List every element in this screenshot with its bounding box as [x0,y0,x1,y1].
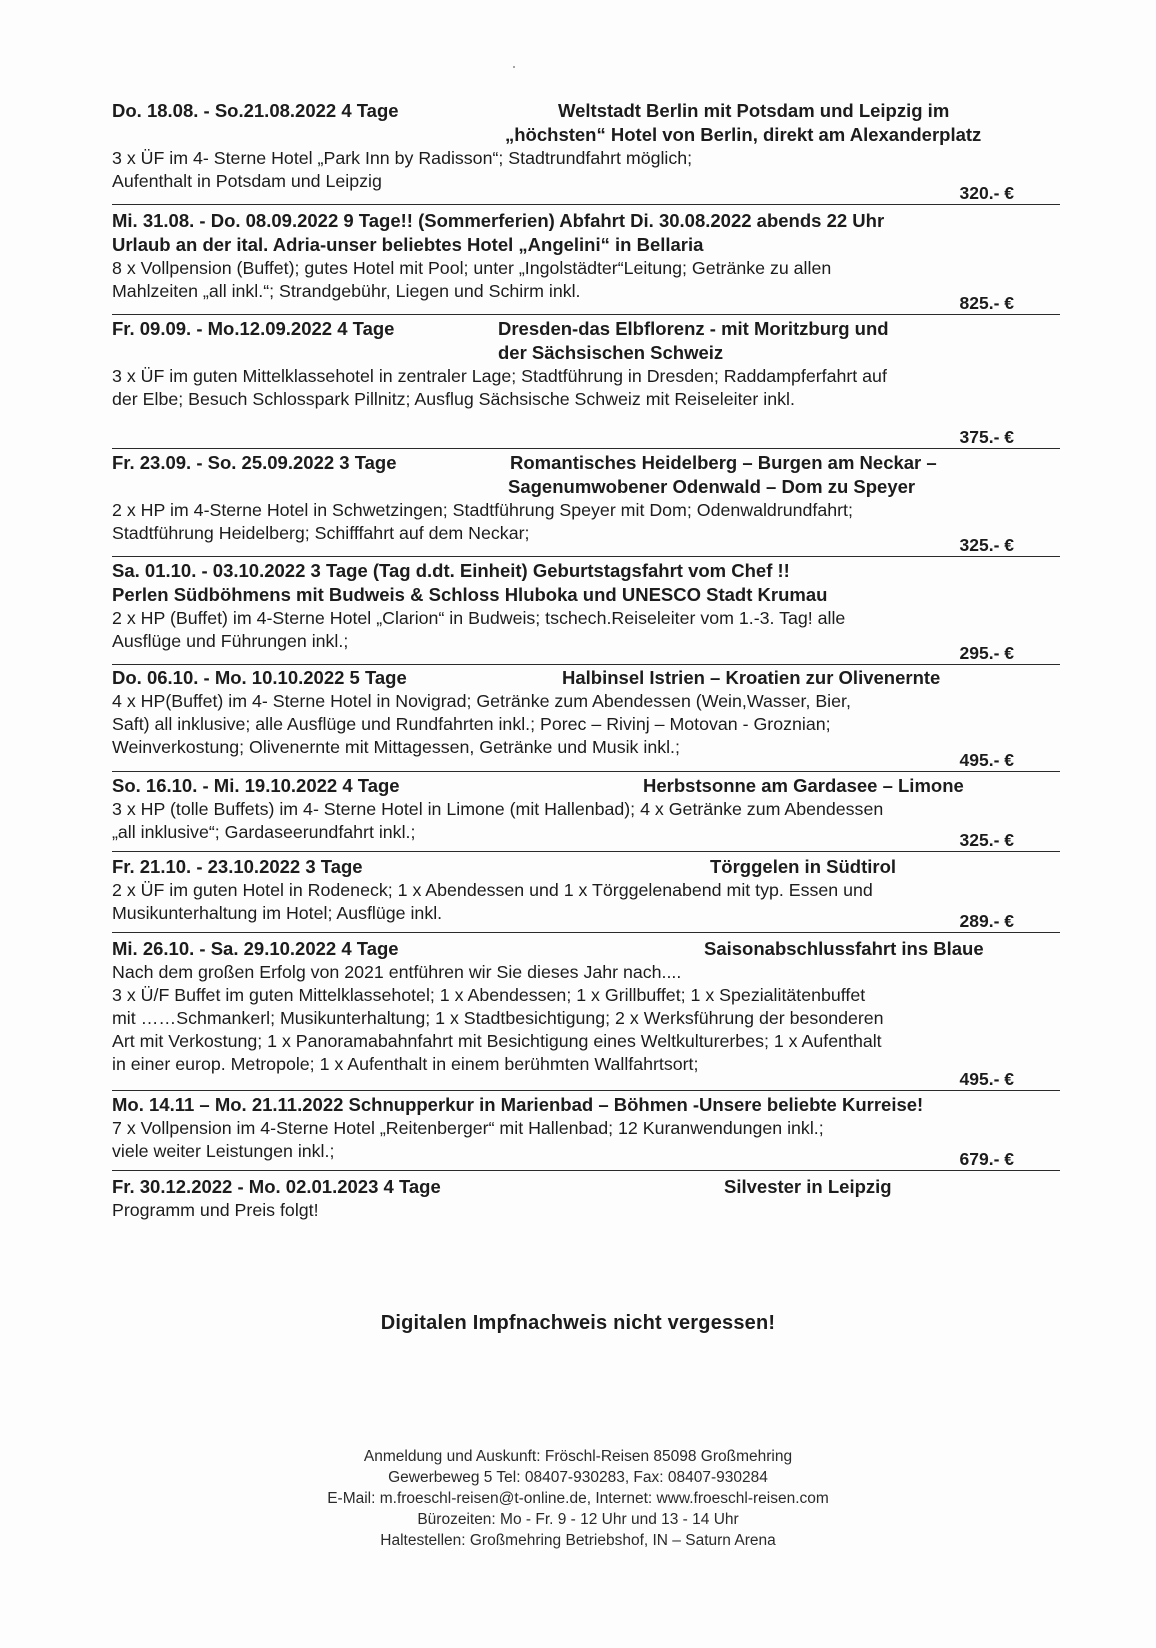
trip-title: Silvester in Leipzig [724,1176,892,1197]
trip-blaue [112,938,1060,1091]
trip-berlin [112,100,1060,205]
trip-description: der Elbe; Besuch Schlosspark Pillnitz; Ausflug Sächsische Schweiz mit Reiseleiter inkl. [112,389,795,409]
trip-description: „all inklusive“; Gardaseerundfahrt inkl.; [112,822,416,842]
trip-price: 375.- € [959,427,1014,447]
trip-date: Fr. 30.12.2022 - Mo. 02.01.2023 4 Tage [112,1176,441,1197]
trip-description: 4 x HP(Buffet) im 4- Sterne Hotel in Novigrad; Getränke zum Abendessen (Wein,Wasser, Bier, [112,691,851,711]
trip-description: 3 x Ü/F Buffet im guten Mittelklassehotel; 1 x Abendessen; 1 x Grillbuffet; 1 x Spezialitätenbuffet [112,985,866,1005]
trip-description: in einer europ. Metropole; 1 x Aufenthalt in einem berühmten Wallfahrtsort; [112,1054,699,1074]
trip-description: Nach dem großen Erfolg von 2021 entführen wir Sie dieses Jahr nach.... [112,962,682,982]
trip-description: Mahlzeiten „all inkl.“; Strandgebühr, Liegen und Schirm inkl. [112,281,581,301]
trip-dresden [112,318,1060,449]
trip-description: mit ……Schmankerl; Musikunterhaltung; 1 x Stadtbesichtigung; 2 x Werksführung der besonderen [112,1008,884,1028]
trip-description: 2 x HP im 4-Sterne Hotel in Schwetzingen; Stadtführung Speyer mit Dom; Odenwaldrundfahrt; [112,500,853,520]
trip-price: 495.- € [959,750,1014,770]
trip-date: Fr. 21.10. - 23.10.2022 3 Tage [112,856,363,877]
trip-gardasee [112,775,1060,852]
trip-description: Art mit Verkostung; 1 x Panoramabahnfahrt mit Besichtigung eines Weltkulturerbes; 1 x Aufenthalt [112,1031,882,1051]
trip-description: 8 x Vollpension (Buffet); gutes Hotel mit Pool; unter „Ingolstädter“Leitung; Getränke zu allen [112,258,832,278]
trip-price: 495.- € [959,1069,1014,1089]
trip-istrien [112,667,1060,772]
trip-description: 3 x HP (tolle Buffets) im 4- Sterne Hotel in Limone (mit Hallenbad); 4 x Getränke zum Abendessen [112,799,884,819]
trip-date: Mo. 14.11 – Mo. 21.11.2022 Schnupperkur in Marienbad – Böhmen -Unsere beliebte Kurreise! [112,1094,924,1115]
trip-description: 2 x ÜF im guten Hotel in Rodeneck; 1 x Abendessen und 1 x Törggelenabend mit typ. Essen und [112,880,873,900]
scan-speck [513,66,515,68]
trip-suedtirol [112,856,1060,933]
trip-date: Do. 18.08. - So.21.08.2022 4 Tage [112,100,399,121]
trip-description: Ausflüge und Führungen inkl.; [112,631,349,651]
trip-date: Sa. 01.10. - 03.10.2022 3 Tage (Tag d.dt. Einheit) Geburtstagsfahrt vom Chef !! [112,560,790,581]
trip-description: Stadtführung Heidelberg; Schifffahrt auf dem Neckar; [112,523,530,543]
trip-budweis [112,560,1060,665]
trip-description: 3 x ÜF im guten Mittelklassehotel in zentraler Lage; Stadtführung in Dresden; Raddampferfahrt auf [112,366,887,386]
footer-line-address: Gewerbeweg 5 Tel: 08407-930283, Fax: 08407-930284 [388,1469,768,1486]
trip-description: 7 x Vollpension im 4-Sterne Hotel „Reitenberger“ mit Hallenbad; 12 Kuranwendungen inkl.; [112,1118,824,1138]
footer-line-stops: Haltestellen: Großmehring Betriebshof, IN – Saturn Arena [380,1532,776,1549]
trip-description: Aufenthalt in Potsdam und Leipzig [112,171,382,191]
trip-title: Romantisches Heidelberg – Burgen am Neckar – [510,452,937,473]
trip-description: Programm und Preis folgt! [112,1200,319,1220]
trip-description: 2 x HP (Buffet) im 4-Sterne Hotel „Clarion“ in Budweis; tschech.Reiseleiter vom 1.-3. Tag! alle [112,608,846,628]
trip-heidelberg [112,452,1060,557]
footer-line-office-hours: Bürozeiten: Mo - Fr. 9 - 12 Uhr und 13 - 14 Uhr [417,1511,739,1528]
trip-title: Urlaub an der ital. Adria-unser beliebtes Hotel „Angelini“ in Bellaria [112,234,704,255]
trip-title: Dresden-das Elbflorenz - mit Moritzburg und [498,318,889,339]
trip-silvester [112,1176,1060,1228]
trip-title-line2: Sagenumwobener Odenwald – Dom zu Speyer [508,476,916,497]
footer-line-registration: Anmeldung und Auskunft: Fröschl-Reisen 85098 Großmehring [363,1448,793,1465]
trip-price: 325.- € [959,535,1014,555]
trip-price: 325.- € [959,830,1014,850]
trip-marienbad [112,1094,1060,1171]
trip-price: 320.- € [959,183,1014,203]
trip-title: Saisonabschlussfahrt ins Blaue [704,938,984,959]
trip-description: 3 x ÜF im 4- Sterne Hotel „Park Inn by Radisson“; Stadtrundfahrt möglich; [112,148,693,168]
trip-title-line2: der Sächsischen Schweiz [498,342,724,363]
vaccination-notice: Digitalen Impfnachweis nicht vergessen! [380,1312,776,1334]
trip-date: Mi. 26.10. - Sa. 29.10.2022 4 Tage [112,938,399,959]
trip-price: 679.- € [959,1149,1014,1169]
trip-title: Perlen Südböhmens mit Budweis & Schloss Hluboka und UNESCO Stadt Krumau [112,584,828,605]
trip-date: Fr. 09.09. - Mo.12.09.2022 4 Tage [112,318,395,339]
trip-price: 825.- € [959,293,1014,313]
trip-title: Weltstadt Berlin mit Potsdam und Leipzig im [558,100,950,121]
trip-description: Musikunterhaltung im Hotel; Ausflüge inkl. [112,903,443,923]
trip-price: 289.- € [959,911,1014,931]
contact-footer [0,1446,1156,1551]
trip-price: 295.- € [959,643,1014,663]
footer-line-email: E-Mail: m.froeschl-reisen@t-online.de, Internet: www.froeschl-reisen.com [327,1490,829,1507]
trip-date: Mi. 31.08. - Do. 08.09.2022 9 Tage!! (Sommerferien) Abfahrt Di. 30.08.2022 abends 22 Uhr [112,210,885,231]
trip-title: Herbstsonne am Gardasee – Limone [643,775,964,796]
trip-date: So. 16.10. - Mi. 19.10.2022 4 Tage [112,775,400,796]
trip-bellaria [112,210,1060,315]
trip-description: Saft) all inklusive; alle Ausflüge und Rundfahrten inkl.; Porec – Rivinj – Motovan - Groznian; [112,714,831,734]
trip-title: Halbinsel Istrien – Kroatien zur Olivenernte [562,667,941,688]
trip-date: Fr. 23.09. - So. 25.09.2022 3 Tage [112,452,397,473]
trip-description: Weinverkostung; Olivenernte mit Mittagessen, Getränke und Musik inkl.; [112,737,680,757]
trip-title: Törggelen in Südtirol [710,856,897,877]
trip-title-line2: „höchsten“ Hotel von Berlin, direkt am Alexanderplatz [505,124,982,145]
trip-description: viele weiter Leistungen inkl.; [112,1141,335,1161]
trip-date: Do. 06.10. - Mo. 10.10.2022 5 Tage [112,667,407,688]
